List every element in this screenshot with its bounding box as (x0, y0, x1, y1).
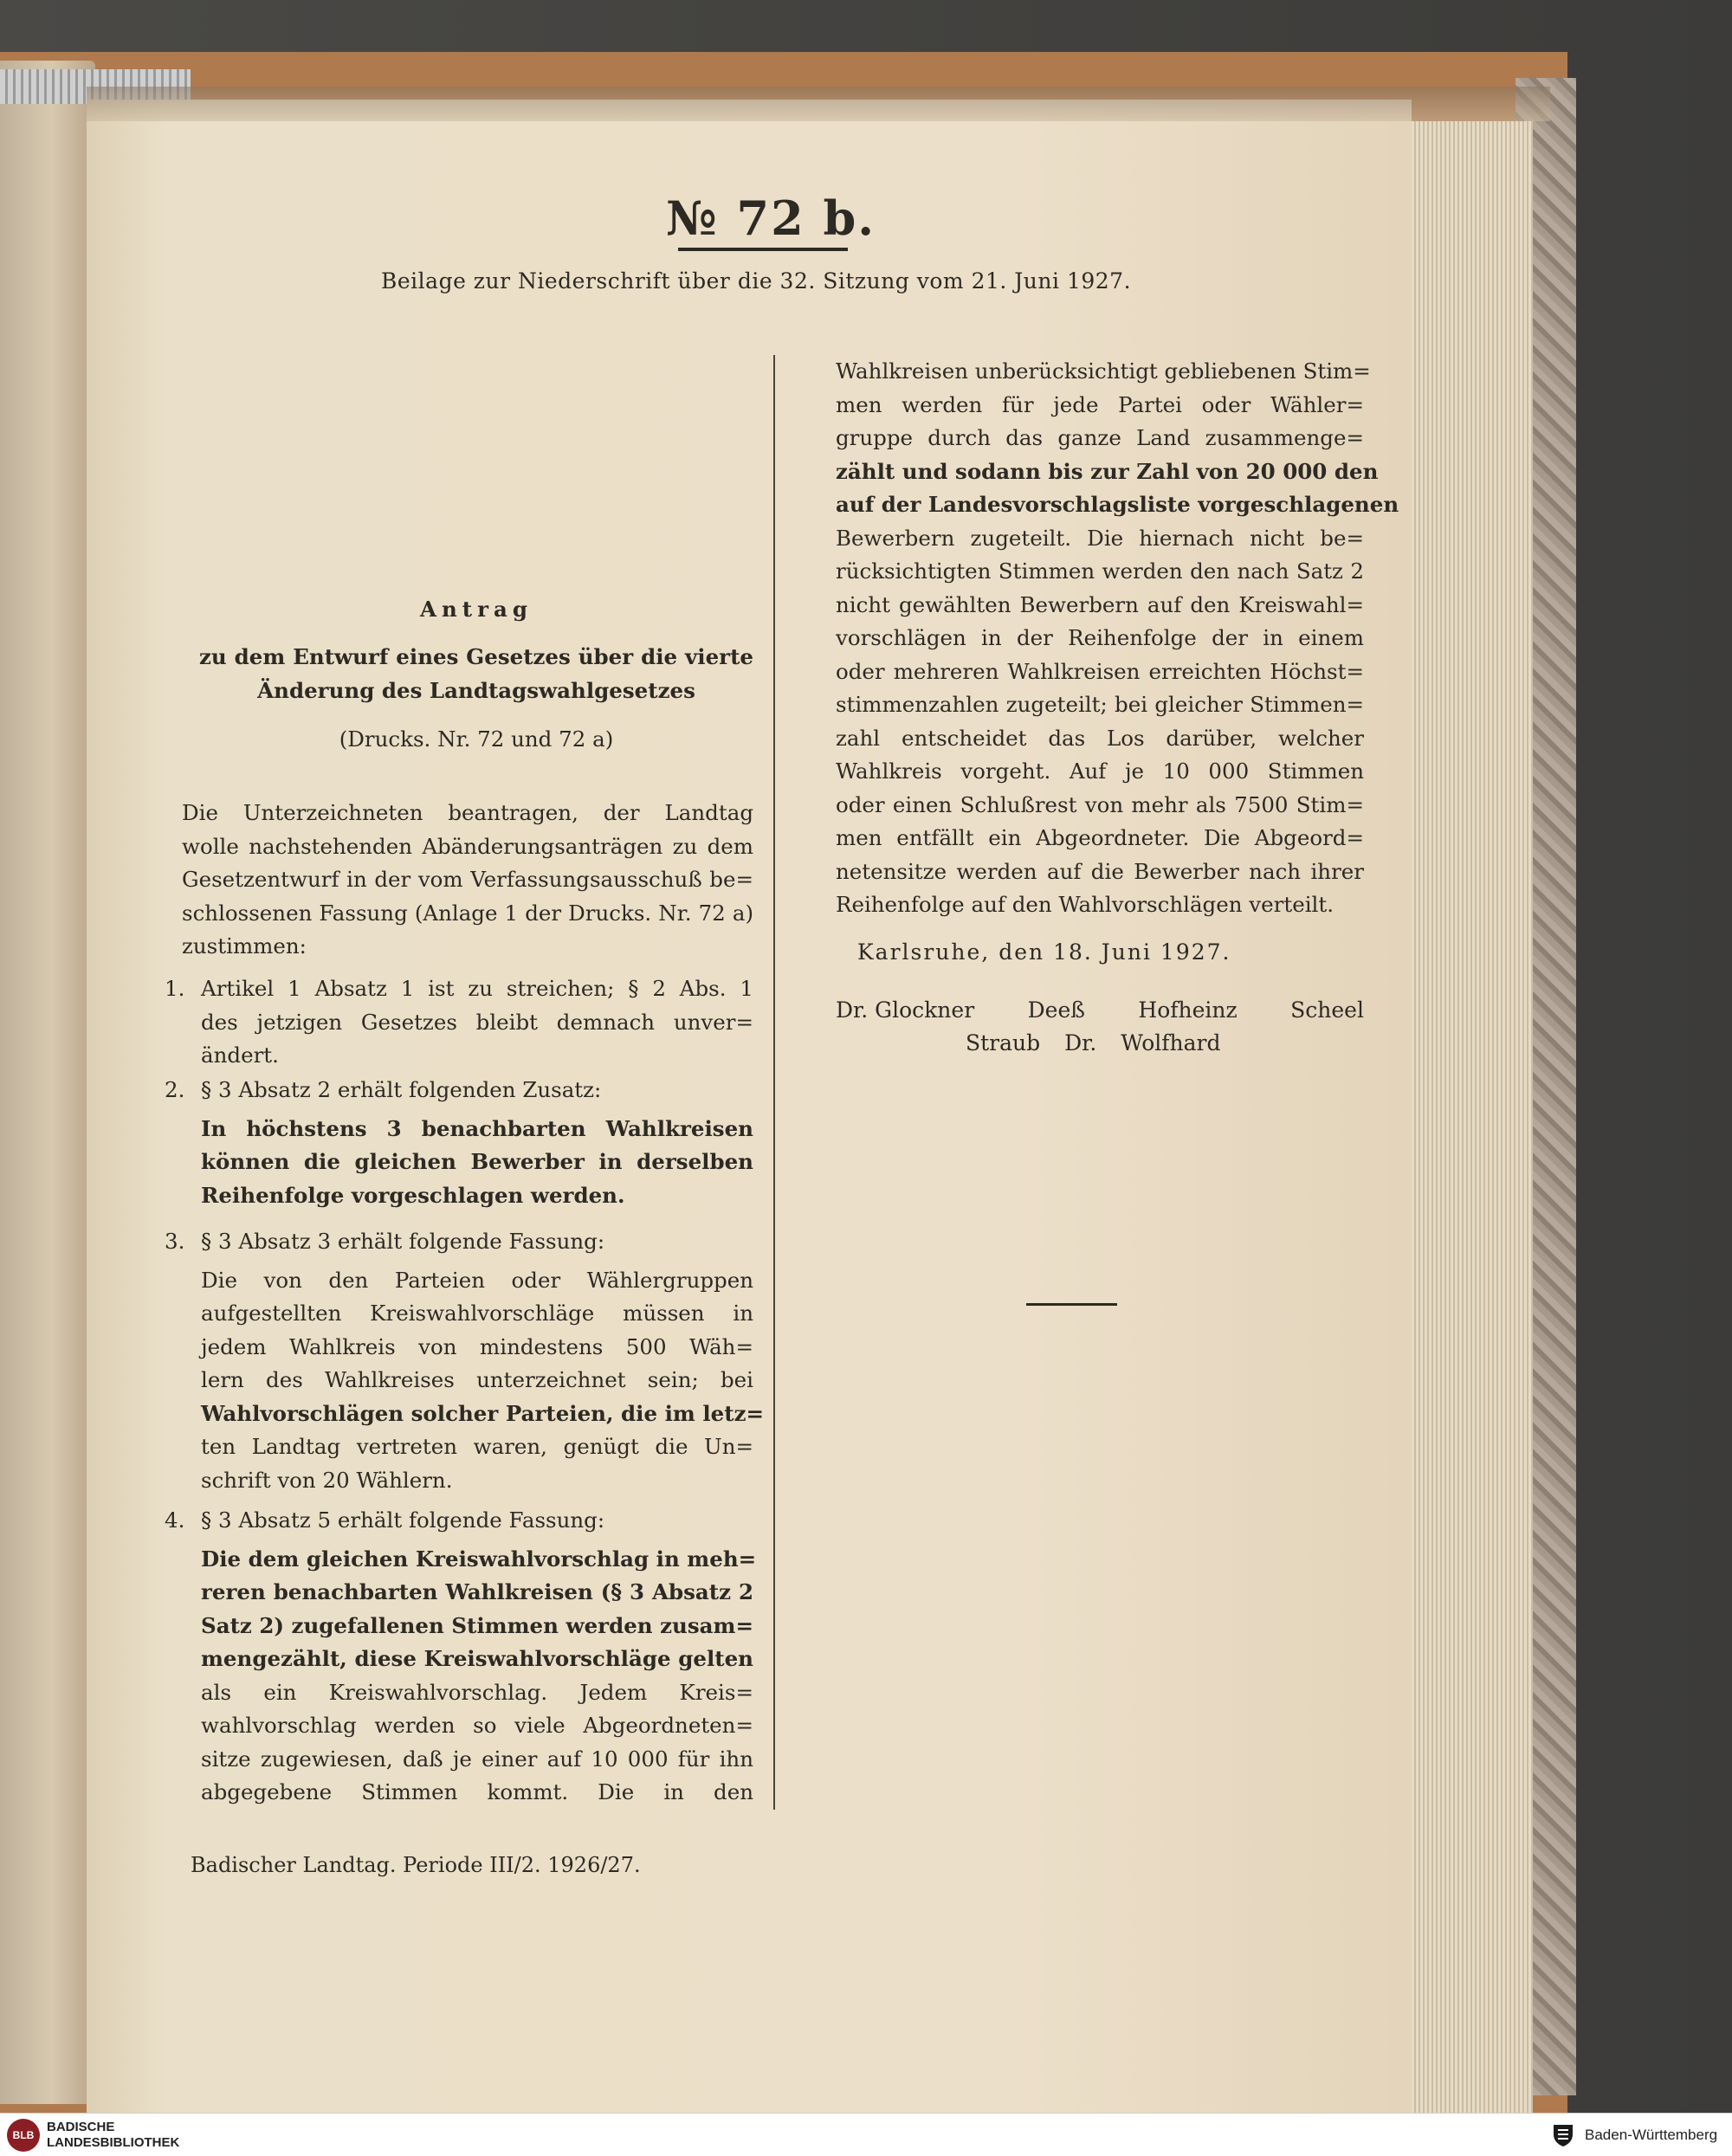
signature-wolfhard: Dr. Wolfhard (1064, 1030, 1221, 1055)
blb-logo-text[interactable]: BADISCHE LANDESBIBLIOTHEK (47, 2120, 180, 2150)
intro-paragraph: Die Unterzeichneten beantragen, der Landtag wolle nachstehenden Abänderungsanträgen zu dem Gesetzentwurf in der vom Verfassungsausschuß be= schlossenen Fassung (Anlage 1 der Drucks. Nr. 72 a) zustimmen: (182, 800, 753, 959)
left-page-edge (0, 61, 95, 2104)
antrag-subheading: zu dem Entwurf eines Gesetzes über die vierte Änderung des Landtagswahlgesetzes (199, 644, 753, 703)
title-underline (678, 248, 848, 251)
place-date: Karlsruhe, den 18. Juni 1927. (857, 939, 1231, 965)
antrag-heading: Antrag (419, 597, 533, 622)
item-number: 4. (165, 1507, 185, 1533)
signature-glockner: Dr. Glockner (836, 997, 975, 1023)
document-subtitle: Beilage zur Niederschrift über die 32. Sitzung vom 21. Juni 1927. (381, 268, 1132, 294)
end-rule (1026, 1303, 1117, 1306)
amendment-item-4: 4. § 3 Absatz 5 erhält folgende Fassung: Die dem gleichen Kreiswahlvorschlag in meh= reren benachbarten Wahlkreisen (§ 3 Absatz 2 Satz 2) zugefallenen Stimmen werden zusam= mengezählt, diese Kreiswahlvorschläge gelten als ein Kreiswahlvorschlag. Jedem Kreis= wahlvorschlag werden so viele Abgeordneten= sitze zugewiesen, daß je einer auf 10 000 für ihn abgegebene Stimmen kommt. Die in den (165, 1504, 753, 1810)
signature-hofheinz: Hofheinz (1138, 997, 1238, 1023)
drucksache-reference: (Drucks. Nr. 72 und 72 a) (339, 726, 614, 752)
item-number: 2. (165, 1077, 185, 1102)
signatures-row-1 (836, 997, 1364, 1023)
amendment-item-2: 2. § 3 Absatz 2 erhält folgenden Zusatz: In höchstens 3 benachbarten Wahlkreisen können die gleichen Bewerber in derselben Reihenfolge vorgeschlagen werden. (165, 1074, 753, 1212)
item-number: 3. (165, 1229, 185, 1254)
item-number: 1. (165, 976, 185, 1001)
amendment-item-3: 3. § 3 Absatz 3 erhält folgende Fassung: Die von den Parteien oder Wählergruppen aufgestellten Kreiswahlvorschläge müssen in jedem Wahlkreis von mindestens 500 Wäh= lern des Wahlkreises unterzeichnet sein; bei Wahlvorschlägen solcher Parteien, die im letz= ten Landtag vertreten waren, genügt die Un= schrift von 20 Wählern. (165, 1225, 753, 1497)
bw-logo-text[interactable]: Baden-Württemberg (1585, 2127, 1718, 2143)
right-column-text: Wahlkreisen unberücksichtigt gebliebenen Stim= men werden für jede Partei oder Wähler= gruppe durch das ganze Land zusammenge= zählt und sodann bis zur Zahl von 20 000 den auf der Landesvorschlagsliste vorgeschlagenen Bewerbern zugeteilt. Die hiernach nicht be= rücksichtigten Stimmen werden den nach Satz 2 nicht gewählten Bewerbern auf den Kreiswahl= vorschlägen in der Reihenfolge der in einem oder mehreren Wahlkreisen erreichten Höchst= stimmenzahlen zugeteilt; bei gleicher Stimmen= zahl entscheidet das Los darüber, welcher Wahlkreis vorgeht. Auf je 10 000 Stimmen oder einen Schlußrest von mehr als 7500 Stim= men entfällt ein Abgeordneter. Die Abgeord= netensitze werden auf die Bewerber nach ihrer Reihenfolge auf den Wahlvorschlägen verteilt. (836, 358, 1399, 917)
signature-straub: Straub (966, 1030, 1041, 1055)
page-footer: Badischer Landtag. Periode III/2. 1926/27. (191, 1853, 641, 1877)
document-number: № 72 b. (666, 190, 876, 246)
document-content (87, 0, 1455, 2113)
amendment-item-1: 1. Artikel 1 Absatz 1 ist zu streichen; § 2 Abs. 1 des jetzigen Gesetzes bleibt demnach unver= ändert. (165, 972, 753, 1073)
coat-of-arms-icon (1550, 2122, 1576, 2148)
blb-logo-badge[interactable]: BLB (7, 2119, 40, 2152)
viewer-footer-bar (0, 2113, 1732, 2156)
signatures-row-2 (966, 1030, 1221, 1055)
signature-scheel: Scheel (1290, 997, 1364, 1023)
signature-deess: Deeß (1027, 997, 1085, 1023)
column-divider (773, 355, 775, 1810)
